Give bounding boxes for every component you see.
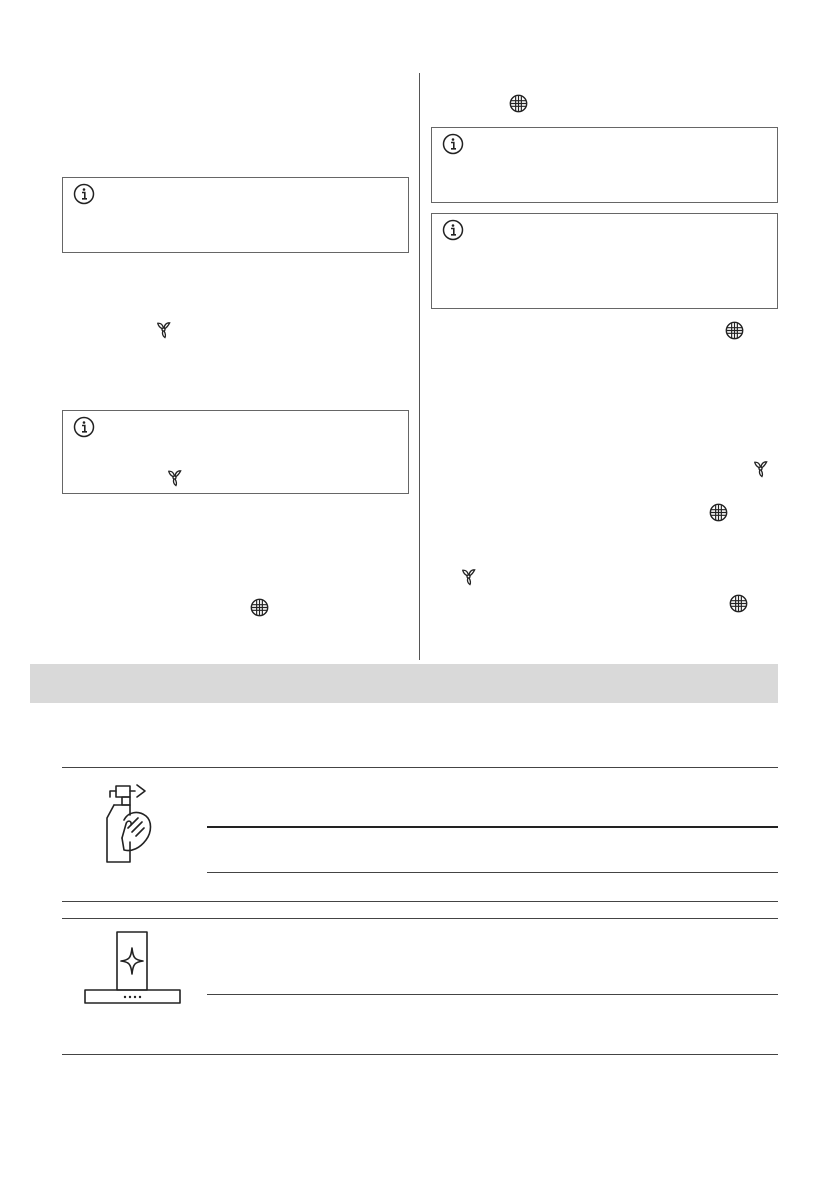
grease-filter-icon — [709, 503, 728, 522]
info-icon — [73, 416, 95, 438]
table-top-rule — [62, 767, 778, 768]
fan-icon — [751, 459, 770, 478]
info-icon — [442, 219, 464, 241]
table-inner-rule — [207, 826, 778, 828]
info-note-box — [431, 213, 778, 309]
grease-filter-icon — [509, 94, 528, 113]
table-bottom-rule — [62, 1054, 778, 1055]
info-note-box — [62, 177, 409, 253]
fan-icon — [459, 567, 478, 586]
info-icon — [442, 133, 464, 155]
section-heading-banner — [30, 664, 778, 703]
info-icon — [73, 183, 95, 205]
table-row-rule — [62, 918, 778, 919]
grease-filter-icon — [729, 594, 748, 613]
hood-clean-icon — [83, 930, 183, 1006]
fan-icon — [165, 468, 184, 487]
table-inner-rule — [207, 994, 778, 995]
table-inner-rule — [207, 872, 778, 873]
grease-filter-icon — [725, 321, 744, 340]
info-note-box — [431, 127, 778, 203]
column-divider — [419, 73, 420, 660]
fan-icon — [154, 320, 173, 339]
spray-cleaning-icon — [102, 782, 162, 864]
grease-filter-icon — [250, 598, 269, 617]
table-row-rule — [62, 901, 778, 902]
info-note-box-fan — [62, 410, 409, 494]
